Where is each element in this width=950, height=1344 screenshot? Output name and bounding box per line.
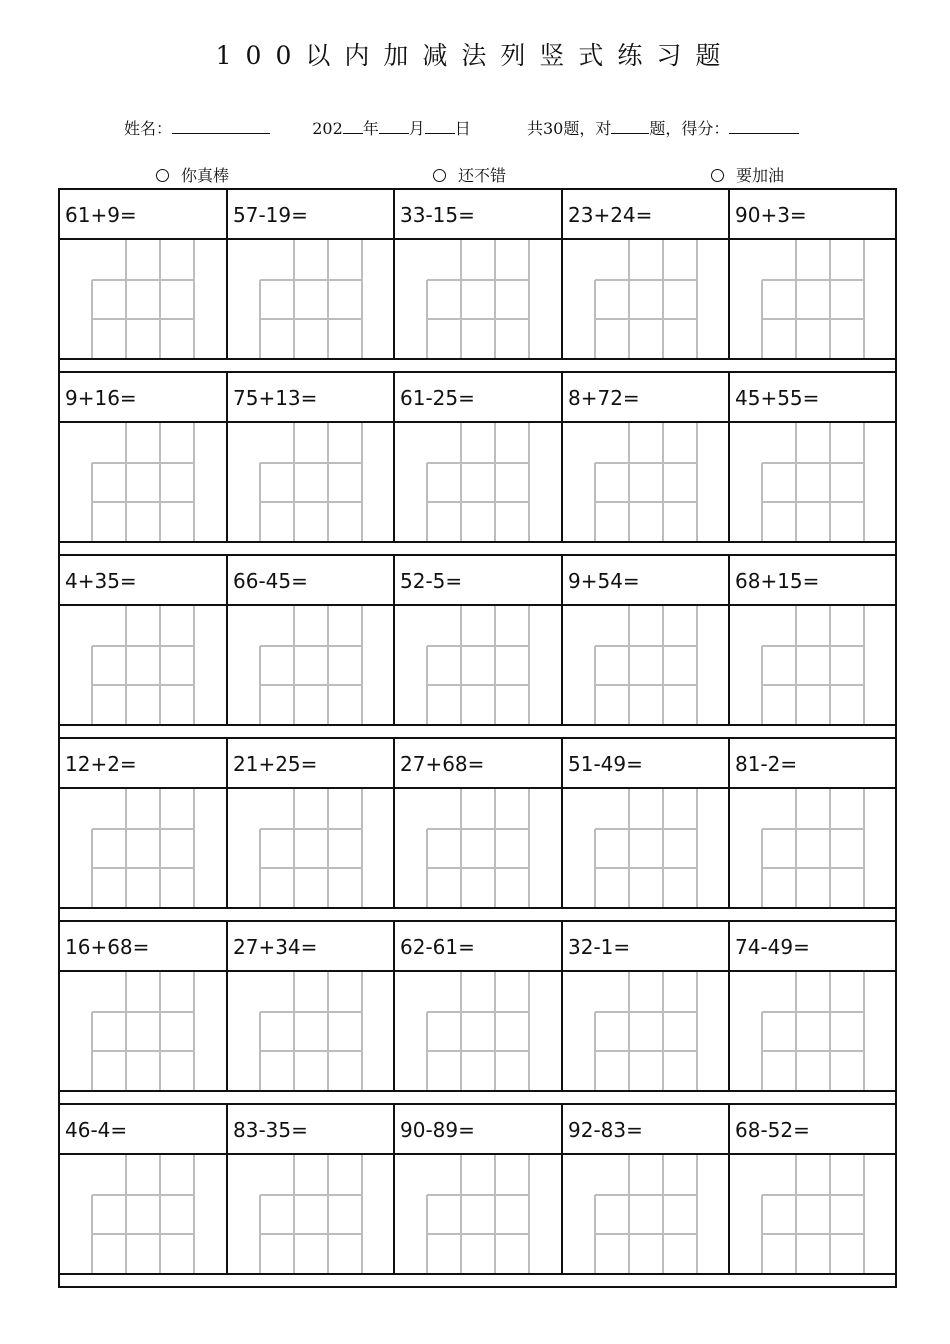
problem-expression: 68+15= [730, 556, 895, 606]
problem-cell [563, 190, 730, 358]
problem-expression: 90-89= [395, 1105, 561, 1155]
problem-expression: 90+3= [730, 190, 895, 240]
vertical-calc-grid[interactable] [563, 240, 728, 358]
problem-cell [730, 1105, 895, 1273]
problem-cell [228, 373, 395, 541]
month-blank[interactable] [379, 119, 409, 134]
vertical-calc-grid[interactable] [395, 1155, 561, 1273]
radio-circle-icon[interactable] [156, 169, 169, 182]
question-unit: 题，得分： [649, 119, 730, 138]
vertical-calc-grid[interactable] [395, 240, 561, 358]
rating-label: 你真棒 [181, 166, 230, 185]
vertical-calc-grid[interactable] [60, 972, 226, 1090]
problem-expression: 23+24= [563, 190, 728, 240]
problem-expression: 74-49= [730, 922, 895, 972]
problem-cell [563, 739, 730, 907]
vertical-calc-grid[interactable] [563, 972, 728, 1090]
vertical-calc-grid[interactable] [60, 1155, 226, 1273]
problem-cell [228, 922, 395, 1090]
problem-expression: 92-83= [563, 1105, 728, 1155]
problem-expression: 8+72= [563, 373, 728, 423]
problem-cell [730, 556, 895, 724]
problem-cell [60, 190, 228, 358]
problem-expression: 52-5= [395, 556, 561, 606]
name-blank[interactable] [172, 119, 270, 134]
rating-label: 还不错 [458, 166, 507, 185]
row-separator-line [60, 541, 895, 543]
problem-row [60, 1105, 895, 1273]
problem-expression: 46-4= [60, 1105, 226, 1155]
vertical-calc-grid[interactable] [563, 423, 728, 541]
problem-expression: 81-2= [730, 739, 895, 789]
vertical-calc-grid[interactable] [563, 789, 728, 907]
vertical-calc-grid[interactable] [60, 423, 226, 541]
row-separator-line [60, 907, 895, 909]
problem-cell [228, 556, 395, 724]
vertical-calc-grid[interactable] [228, 789, 393, 907]
problem-grid [58, 188, 897, 1288]
problem-cell [730, 373, 895, 541]
problem-cell [730, 922, 895, 1090]
problem-cell [228, 190, 395, 358]
problem-cell [228, 1105, 395, 1273]
problem-expression: 4+35= [60, 556, 226, 606]
problem-cell [60, 922, 228, 1090]
day-blank[interactable] [425, 119, 455, 134]
vertical-calc-grid[interactable] [730, 240, 895, 358]
row-separator-line [60, 724, 895, 726]
vertical-calc-grid[interactable] [395, 606, 561, 724]
problem-cell [395, 1105, 563, 1273]
month-label: 月 [408, 119, 425, 138]
problem-expression: 21+25= [228, 739, 393, 789]
problem-cell [730, 739, 895, 907]
rating-option-try-harder[interactable] [711, 163, 784, 186]
total-text: 共30题，对 [526, 119, 612, 138]
page-title: 100以内加减法列竖式练习题 [215, 41, 735, 70]
radio-circle-icon[interactable] [433, 169, 446, 182]
vertical-calc-grid[interactable] [730, 972, 895, 1090]
problem-row [60, 190, 895, 358]
problem-expression: 32-1= [563, 922, 728, 972]
problem-cell [563, 1105, 730, 1273]
vertical-calc-grid[interactable] [395, 789, 561, 907]
problem-expression: 51-49= [563, 739, 728, 789]
vertical-calc-grid[interactable] [228, 972, 393, 1090]
problem-cell [395, 190, 563, 358]
rating-option-great[interactable] [156, 163, 229, 186]
problem-cell [563, 922, 730, 1090]
problem-cell [60, 373, 228, 541]
row-separator-line [60, 358, 895, 360]
problem-expression: 33-15= [395, 190, 561, 240]
problem-expression: 68-52= [730, 1105, 895, 1155]
problem-cell [395, 739, 563, 907]
problem-cell [60, 739, 228, 907]
vertical-calc-grid[interactable] [228, 606, 393, 724]
problem-expression: 57-19= [228, 190, 393, 240]
problem-row [60, 373, 895, 541]
vertical-calc-grid[interactable] [563, 1155, 728, 1273]
problem-expression: 62-61= [395, 922, 561, 972]
year-label: 年 [362, 119, 379, 138]
year-blank[interactable] [343, 119, 363, 134]
problem-expression: 27+68= [395, 739, 561, 789]
vertical-calc-grid[interactable] [395, 972, 561, 1090]
problem-expression: 45+55= [730, 373, 895, 423]
problem-cell [563, 373, 730, 541]
problem-cell [60, 556, 228, 724]
problem-row [60, 922, 895, 1090]
row-separator-line [60, 1273, 895, 1275]
problem-expression: 27+34= [228, 922, 393, 972]
vertical-calc-grid[interactable] [730, 606, 895, 724]
problem-expression: 83-35= [228, 1105, 393, 1155]
problem-cell [395, 556, 563, 724]
student-info-line [124, 116, 799, 139]
problem-expression: 9+54= [563, 556, 728, 606]
problem-expression: 75+13= [228, 373, 393, 423]
vertical-calc-grid[interactable] [730, 423, 895, 541]
vertical-calc-grid[interactable] [60, 789, 226, 907]
vertical-calc-grid[interactable] [730, 1155, 895, 1273]
vertical-calc-grid[interactable] [395, 423, 561, 541]
name-label: 姓名： [124, 119, 173, 138]
vertical-calc-grid[interactable] [228, 423, 393, 541]
problem-row [60, 556, 895, 724]
vertical-calc-grid[interactable] [563, 606, 728, 724]
correct-count-blank[interactable] [611, 119, 649, 134]
rating-label: 要加油 [736, 166, 785, 185]
problem-cell [395, 373, 563, 541]
score-blank[interactable] [729, 119, 799, 134]
radio-circle-icon[interactable] [711, 169, 724, 182]
vertical-calc-grid[interactable] [60, 606, 226, 724]
vertical-calc-grid[interactable] [228, 240, 393, 358]
problem-cell [395, 922, 563, 1090]
problem-cell [228, 739, 395, 907]
problem-cell [60, 1105, 228, 1273]
row-separator-line [60, 1090, 895, 1092]
problem-expression: 12+2= [60, 739, 226, 789]
problem-row [60, 739, 895, 907]
vertical-calc-grid[interactable] [228, 1155, 393, 1273]
problem-expression: 61+9= [60, 190, 226, 240]
rating-option-good[interactable] [433, 163, 506, 186]
problem-expression: 9+16= [60, 373, 226, 423]
year-prefix: 202 [312, 119, 343, 138]
problem-cell [563, 556, 730, 724]
problem-expression: 66-45= [228, 556, 393, 606]
problem-expression: 16+68= [60, 922, 226, 972]
vertical-calc-grid[interactable] [730, 789, 895, 907]
problem-cell [730, 190, 895, 358]
vertical-calc-grid[interactable] [60, 240, 226, 358]
day-label: 日 [454, 119, 471, 138]
problem-expression: 61-25= [395, 373, 561, 423]
